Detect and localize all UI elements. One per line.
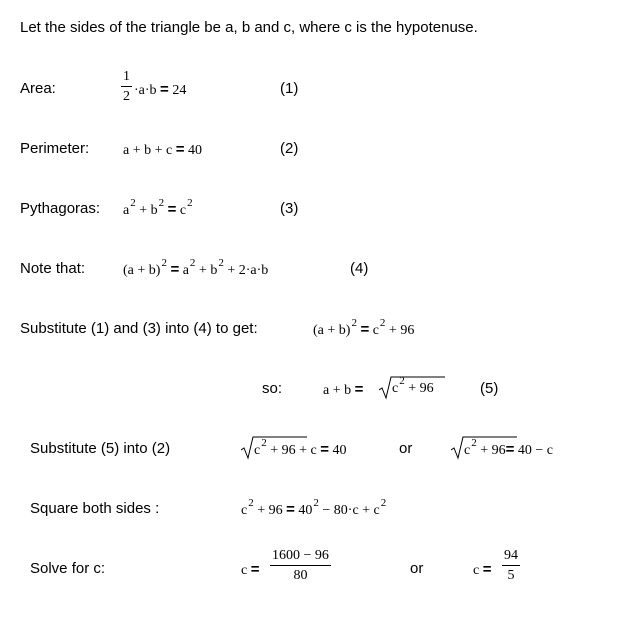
area-fraction-numerator: 1 [121,70,132,87]
area-rhs: 24 [172,83,187,98]
sqrt-icon [379,376,445,400]
solve-lhs-2: c = [473,561,492,578]
solve-fraction-2-denominator: 5 [507,568,515,583]
substitute5-or: or [399,440,413,457]
substitute1-equation: $(a + b)^2 = c^2 + 96$ [313,317,415,338]
area-fraction [121,70,132,104]
sqrt-icon [241,436,307,460]
so-tag: (5) [480,380,499,397]
solve-or: or [410,560,424,577]
pythagoras-label: Pythagoras: [20,200,101,217]
solve-lhs: c = [241,561,260,578]
area-rest: ·a·b [134,83,157,98]
solve-fraction-2-numerator: 94 [502,549,520,566]
area-tag: (1) [280,80,299,97]
area-label: Area: [20,80,56,97]
intro-text: Let the sides of the triangle be a, b and c, where c is the hypotenuse. [20,19,478,36]
perimeter-equals: = [175,141,185,158]
substitute5-radical-2: $c^2 + 96= 40 - c$ [451,442,553,458]
perimeter-rhs: 40 [187,143,202,158]
substitute5-radical: $c^2 + 96 + c = 40$ [241,442,347,458]
note-label: Note that: [20,260,86,277]
solve-fraction-2 [502,549,520,583]
square-label: Square both sides : [30,500,160,517]
so-lhs: a + b = [323,381,364,398]
substitute1-label: Substitute (1) and (3) into (4) to get: [20,320,258,337]
area-equals: = [160,81,169,98]
perimeter-tag: (2) [280,140,299,157]
sqrt-icon [451,436,517,460]
note-tag: (4) [350,260,369,277]
pythagoras-equation: $a^2 + b^2 = c^2$ [123,197,193,218]
solve-fraction [270,549,331,583]
square-equation: $c^2 + 96 = 40^2 - 80\cdot c + c^2$ [241,497,387,518]
perimeter-equation [123,142,202,158]
pythagoras-tag: (3) [280,200,299,217]
perimeter-label: Perimeter: [20,140,90,157]
perimeter-lhs: a + b + c [123,143,173,158]
solve-label: Solve for c: [30,560,106,577]
note-equation: $(a + b)^2 = a^2 + b^2 + 2\cdot a\cdot b$ [123,257,269,278]
area-fraction-denominator: 2 [123,89,130,104]
solve-fraction-denominator: 80 [293,568,308,583]
area-equation [134,82,186,98]
so-radical: $c^2 + 96$ [379,382,434,396]
so-label: so: [262,380,283,397]
solve-fraction-numerator: 1600 − 96 [270,549,331,566]
substitute5-label: Substitute (5) into (2) [30,440,171,457]
